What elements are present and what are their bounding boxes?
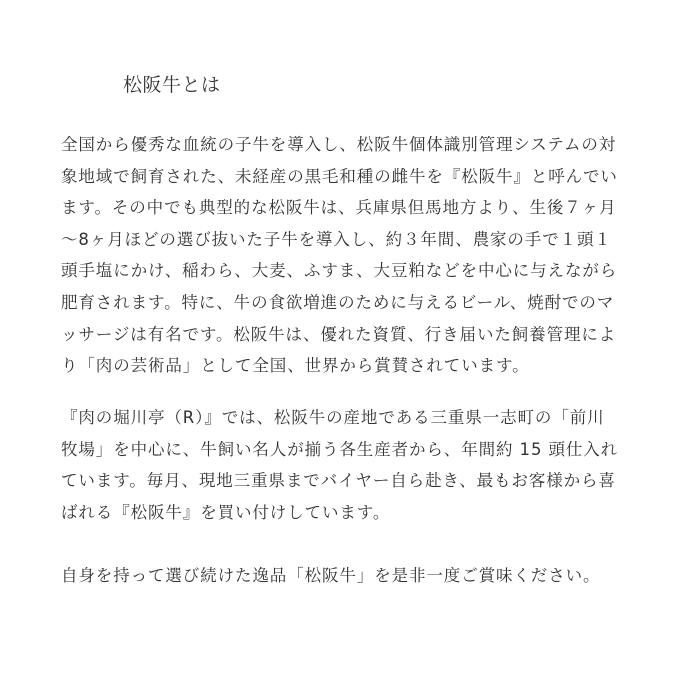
text-line: 頭手塩にかけ、稲わら、大麦、ふすま、大豆粕などを中心に与えながら xyxy=(61,261,618,281)
text-line: 〜8ヶ月ほどの選び抜いた子牛を導入し、約３年間、農家の手で１頭１ xyxy=(61,229,612,249)
text-line: り「肉の芸術品」として全国、世界から賞賛されています。 xyxy=(61,356,530,376)
paragraph-intro xyxy=(61,129,651,382)
paragraph-sourcing xyxy=(61,402,651,528)
text-line: 肥育されます。特に、牛の食欲増進のために与えるビール、焼酎でのマ xyxy=(61,292,615,312)
paragraph-closing xyxy=(61,560,651,592)
text-line: ばれる『松阪牛』を買い付けしています。 xyxy=(61,502,391,522)
text-line: 自身を持って選び続けた逸品「松阪牛」を是非一度ご賞味ください。 xyxy=(61,566,601,585)
text-line: ています。毎月、現地三重県までバイヤー自ら赴き、最もお客様から喜 xyxy=(61,471,616,491)
text-line: 象地域で飼育された、未経産の黒毛和種の雌牛を『松阪牛』と呼んでい xyxy=(61,166,618,186)
text-line: 『肉の堀川亭（R）』では、松阪牛の産地である三重県一志町の「前川 xyxy=(61,408,605,427)
page-title: 松阪牛とは xyxy=(123,74,221,96)
text-line: 牧場」を中心に、牛飼い名人が揃う各生産者から、年間約 15 頭仕入れ xyxy=(61,439,619,459)
text-line: 全国から優秀な血統の子牛を導入し、松阪牛個体識別管理システムの対 xyxy=(61,135,617,154)
text-line: ます。その中でも典型的な松阪牛は、兵庫県但馬地方より、生後７ヶ月 xyxy=(61,198,617,218)
text-line: ッサージは有名です。松阪牛は、優れた資質、行き届いた飼養管理によ xyxy=(61,324,617,344)
